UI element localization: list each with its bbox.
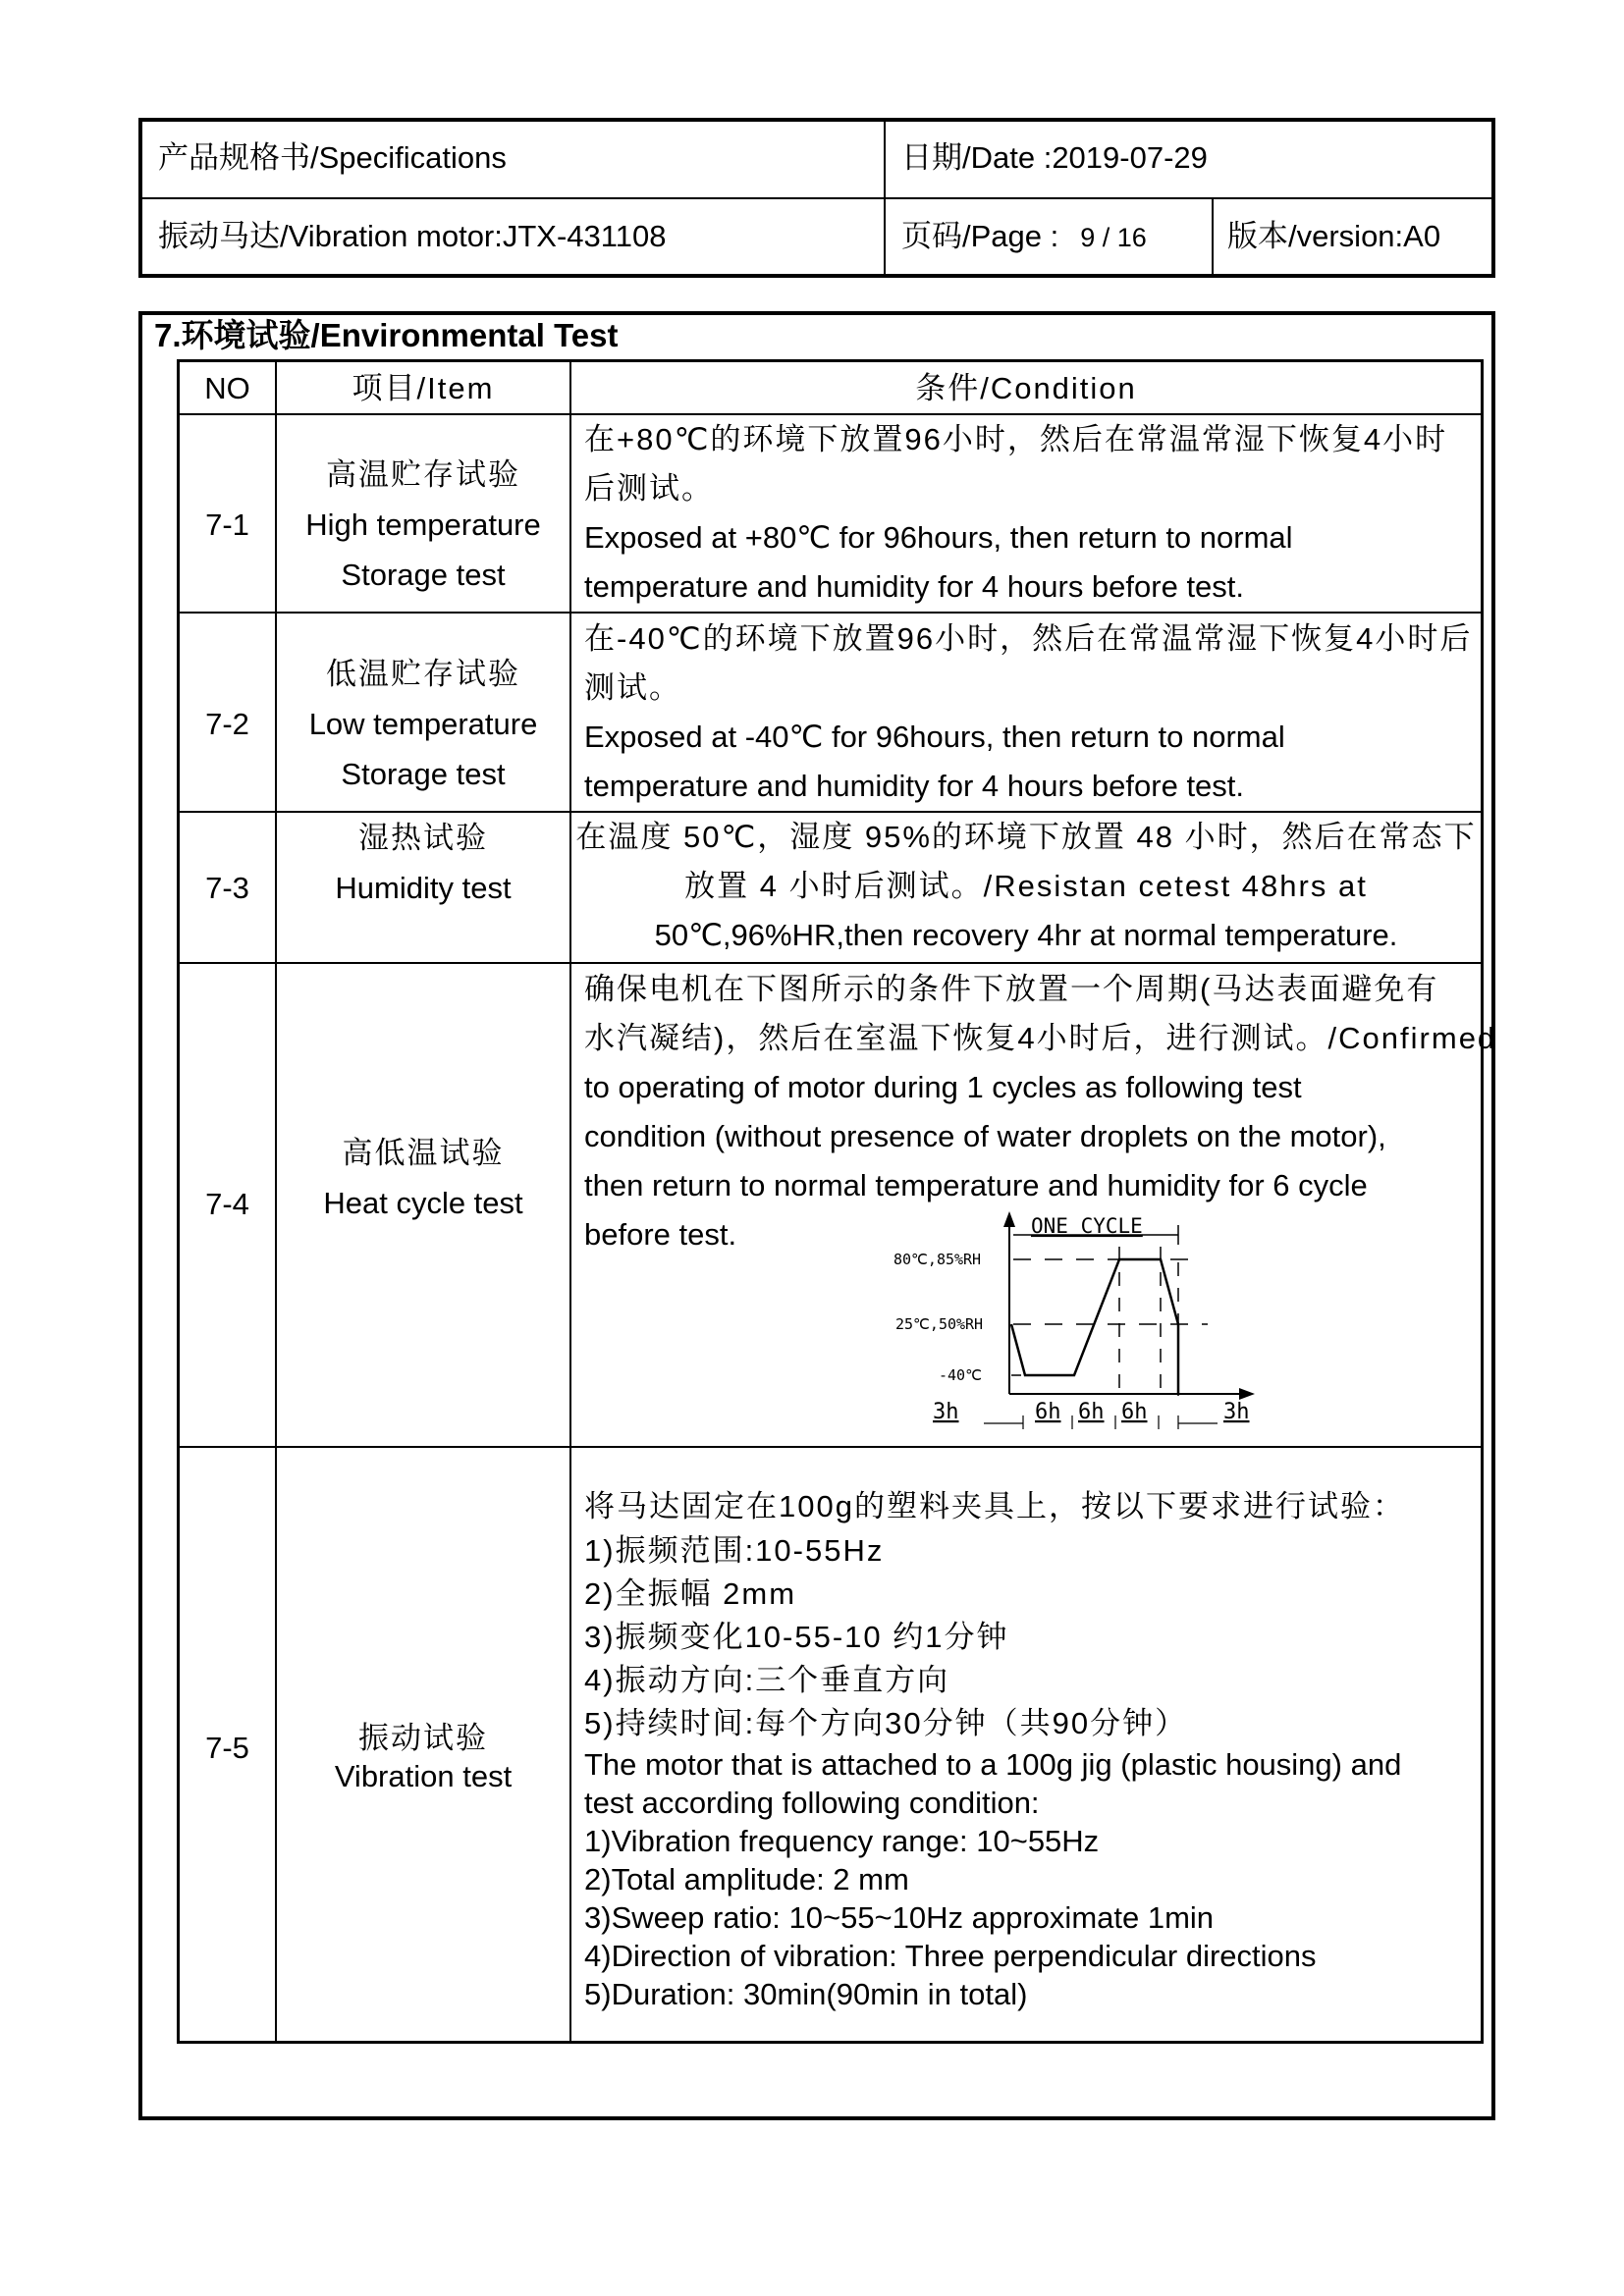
condition-line: condition (without presence of water droplets on the motor), bbox=[584, 1119, 1386, 1153]
condition-line: 2)Total amplitude: 2 mm bbox=[584, 1862, 909, 1896]
spec-title: 产品规格书/Specifications bbox=[158, 140, 507, 175]
item-line: 高低温试验 bbox=[342, 1136, 505, 1170]
date-label: 日期/Date :2019-07-29 bbox=[901, 140, 1208, 175]
condition-line: to operating of motor during 1 cycles as following test bbox=[584, 1070, 1302, 1104]
y-label-high: 80℃,85%RH bbox=[893, 1251, 982, 1268]
page-number bbox=[901, 219, 1147, 255]
row-number: 7-5 bbox=[205, 1731, 249, 1765]
condition-line: test according following condition: bbox=[584, 1786, 1040, 1820]
condition-line: Exposed at -40℃ for 96hours, then return to normal bbox=[584, 720, 1285, 754]
spec-header bbox=[138, 118, 1495, 278]
item-line: Heat cycle test bbox=[323, 1186, 523, 1220]
condition-line: temperature and humidity for 4 hours before test. bbox=[584, 569, 1245, 604]
test-table bbox=[177, 359, 1497, 2044]
item-line: 湿热试验 bbox=[358, 821, 488, 855]
page-label: 页码/Page : bbox=[901, 219, 1059, 253]
condition-line: 1)振频范围:10-55Hz bbox=[584, 1533, 885, 1568]
row-number: 7-1 bbox=[205, 507, 249, 542]
temperature-profile bbox=[1011, 1259, 1178, 1394]
y-label-mid: 25℃,50%RH bbox=[895, 1315, 984, 1333]
item-line: Storage test bbox=[341, 558, 506, 592]
row-number: 7-4 bbox=[205, 1187, 249, 1221]
header-divider bbox=[1212, 197, 1214, 274]
condition-line: 测试。 bbox=[584, 670, 681, 705]
item-line: Low temperature bbox=[308, 707, 538, 741]
arrow-up-icon bbox=[1003, 1211, 1015, 1227]
condition-line: The motor that is attached to a 100g jig (plastic housing) and bbox=[584, 1747, 1402, 1782]
condition-line: 3)Sweep ratio: 10~55~10Hz approximate 1min bbox=[584, 1900, 1215, 1935]
column-header-no: NO bbox=[204, 371, 250, 405]
item-cell bbox=[277, 1719, 569, 1795]
item-line: Vibration test bbox=[334, 1759, 513, 1793]
x-label: 3h bbox=[1223, 1400, 1250, 1424]
page-value: 9 / 16 bbox=[1080, 223, 1147, 252]
section-title: 7.环境试验/Environmental Test bbox=[154, 317, 619, 353]
condition-line: 5)Duration: 30min(90min in total) bbox=[584, 1977, 1028, 2011]
row-divider bbox=[180, 962, 1481, 964]
condition-line: 5)持续时间:每个方向30分钟（共90分钟） bbox=[584, 1706, 1188, 1740]
heat-cycle-diagram bbox=[874, 1203, 1267, 1439]
condition-line: 在温度 50℃，湿度 95%的环境下放置 48 小时，然后在常态下 bbox=[575, 820, 1477, 854]
condition-line: temperature and humidity for 4 hours before test. bbox=[584, 769, 1245, 803]
row-number: 7-3 bbox=[205, 871, 249, 905]
condition-line: 在+80℃的环境下放置96小时，然后在常温常湿下恢复4小时 bbox=[584, 422, 1448, 456]
condition-cell bbox=[571, 813, 1481, 960]
item-line: 低温贮存试验 bbox=[326, 657, 520, 691]
condition-line: 在-40℃的环境下放置96小时，然后在常温常湿下恢复4小时后 bbox=[584, 621, 1473, 656]
x-label: 6h bbox=[1035, 1400, 1061, 1424]
condition-line: 50℃,96%HR,then recovery 4hr at normal temperature. bbox=[654, 918, 1398, 952]
column-header-condition: 条件/Condition bbox=[915, 371, 1137, 405]
item-cell bbox=[277, 1128, 569, 1228]
condition-line: 后测试。 bbox=[584, 471, 714, 506]
condition-line: 将马达固定在100g的塑料夹具上，按以下要求进行试验： bbox=[584, 1489, 1405, 1523]
item-line: High temperature bbox=[305, 507, 541, 542]
product-label: 振动马达/Vibration motor:JTX-431108 bbox=[158, 219, 667, 253]
x-label: 3h bbox=[933, 1400, 959, 1424]
version-label: 版本/version:A0 bbox=[1227, 219, 1441, 253]
item-line: Humidity test bbox=[335, 871, 512, 905]
y-label-low: -40℃ bbox=[939, 1366, 982, 1384]
row-number: 7-2 bbox=[205, 707, 249, 741]
row-divider bbox=[180, 612, 1481, 614]
condition-line: 放置 4 小时后测试。/Resistan cetest 48hrs at bbox=[684, 869, 1368, 903]
x-label: 6h bbox=[1078, 1400, 1105, 1424]
item-cell bbox=[277, 450, 569, 600]
condition-cell bbox=[584, 614, 1472, 811]
item-line: 振动试验 bbox=[358, 1721, 488, 1755]
one-cycle-label: ONE CYCLE bbox=[1031, 1214, 1143, 1238]
row-divider bbox=[180, 1446, 1481, 1448]
column-divider bbox=[569, 362, 571, 2041]
condition-cell bbox=[584, 415, 1447, 612]
condition-line: 1)Vibration frequency range: 10~55Hz bbox=[584, 1824, 1100, 1858]
item-line: 高温贮存试验 bbox=[326, 457, 520, 492]
condition-line: 4)振动方向:三个垂直方向 bbox=[584, 1663, 950, 1697]
x-label: 6h bbox=[1121, 1400, 1148, 1424]
item-cell bbox=[277, 813, 569, 913]
condition-line: 确保电机在下图所示的条件下放置一个周期(马达表面避免有 bbox=[584, 972, 1439, 1006]
condition-line: 3)振频变化10-55-10 约1分钟 bbox=[584, 1620, 1009, 1654]
condition-line: 4)Direction of vibration: Three perpendicular directions bbox=[584, 1939, 1317, 1973]
item-line: Storage test bbox=[341, 757, 506, 791]
condition-line: before test. bbox=[584, 1217, 737, 1252]
condition-cell bbox=[584, 1483, 1405, 2013]
column-header-item: 项目/Item bbox=[352, 371, 495, 405]
condition-line: 2)全振幅 2mm bbox=[584, 1576, 797, 1611]
header-divider bbox=[142, 197, 1491, 199]
item-cell bbox=[277, 649, 569, 799]
condition-line: 水汽凝结)，然后在室温下恢复4小时后，进行测试。/Confirmed bbox=[584, 1021, 1497, 1055]
condition-line: Exposed at +80℃ for 96hours, then return to normal bbox=[584, 520, 1293, 555]
arrow-right-icon bbox=[1239, 1388, 1255, 1400]
condition-line: then return to normal temperature and humidity for 6 cycle bbox=[584, 1168, 1368, 1202]
